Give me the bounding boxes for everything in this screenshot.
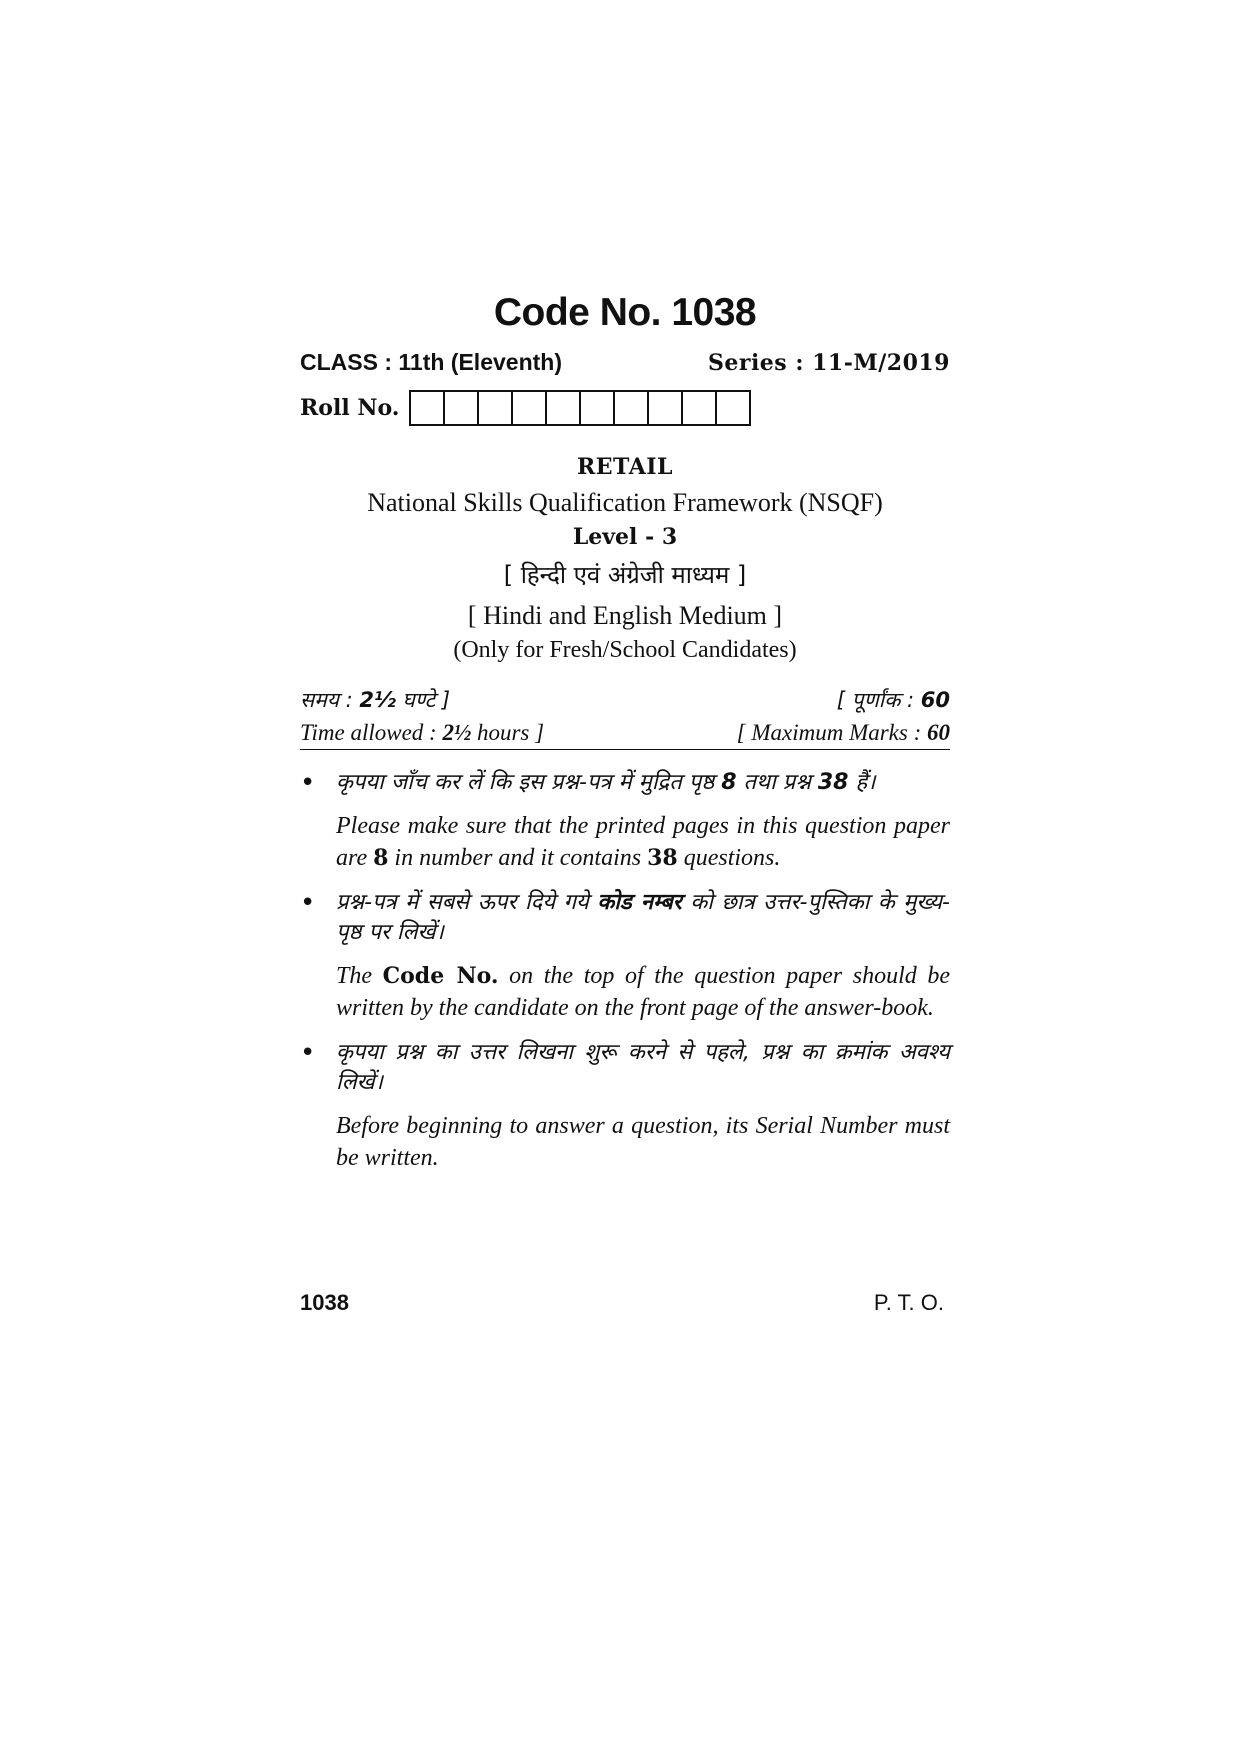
max-marks-english: [ Maximum Marks : 60 [736,720,950,745]
class-label: CLASS : 11th (Eleventh) [300,349,562,375]
instruction-hindi: कृपया जाँच कर लें कि इस प्रश्न-पत्र में मुद्रित पृष्ठ 8 तथा प्रश्न 38 हैं। [336,770,876,795]
instruction-hindi: प्रश्न-पत्र में सबसे ऊपर दिये गये कोड नम्बर को छात्र उत्तर-पुस्तिका के मुख्य-पृष्ठ पर लिखें। [336,890,951,945]
medium-hindi: [ हिन्दी एवं अंग्रेजी माध्यम ] [503,561,747,589]
class-series-line [300,349,950,376]
framework-title: National Skills Qualification Framework (NSQF) [367,488,883,517]
time-marks-hindi [300,686,950,714]
time-marks-english [300,720,950,750]
roll-number-row [300,390,950,426]
instructions-list [300,768,950,1174]
roll-number-box[interactable] [647,390,683,426]
roll-number-box[interactable] [443,390,479,426]
question-paper-cover [300,285,950,1188]
roll-number-box[interactable] [545,390,581,426]
max-marks-hindi: [ पूर्णांक : 60 [836,688,950,712]
instruction-english: The Code No. on the top of the question paper should be written by the candidate on the front page of the answer-book. [336,963,951,1021]
instruction-english: Before beginning to answer a question, its Serial Number must be written. [336,1113,950,1171]
candidates-note: (Only for Fresh/School Candidates) [453,637,797,663]
roll-number-box[interactable] [477,390,513,426]
code-number-title: Code No. 1038 [493,291,757,334]
level-label: Level - 3 [572,524,678,550]
instruction-english: Please make sure that the printed pages in this question paper are 8 in number and it contains 38 questions. [336,813,950,871]
time-marks-block [300,686,950,750]
bullet-icon: • [300,1038,316,1068]
subject-title: RETAIL [576,454,674,480]
instruction-item [300,888,950,1024]
roll-number-boxes [409,390,749,426]
medium-english: [ Hindi and English Medium ] [467,601,783,630]
roll-number-box[interactable] [613,390,649,426]
instruction-item [300,768,950,874]
instruction-item [300,1038,950,1174]
time-allowed-hindi: समय : 2½ घण्टे ] [300,688,451,712]
roll-number-box[interactable] [681,390,717,426]
time-allowed-english: Time allowed : 2½ hours ] [300,720,545,745]
roll-number-box[interactable] [409,390,445,426]
instruction-hindi: कृपया प्रश्न का उत्तर लिखना शुरू करने से पहले, प्रश्न का क्रमांक अवश्य लिखें। [336,1040,950,1095]
roll-number-label: Roll No. [300,395,400,421]
series-label: Series : 11-M/2019 [707,350,950,376]
page-footer [300,1290,944,1316]
roll-number-box[interactable] [511,390,547,426]
bullet-icon: • [300,768,316,798]
footer-code: 1038 [300,1290,349,1315]
roll-number-box[interactable] [579,390,615,426]
roll-number-box[interactable] [715,390,751,426]
footer-pto: P. T. O. [873,1290,944,1315]
bullet-icon: • [300,888,316,918]
